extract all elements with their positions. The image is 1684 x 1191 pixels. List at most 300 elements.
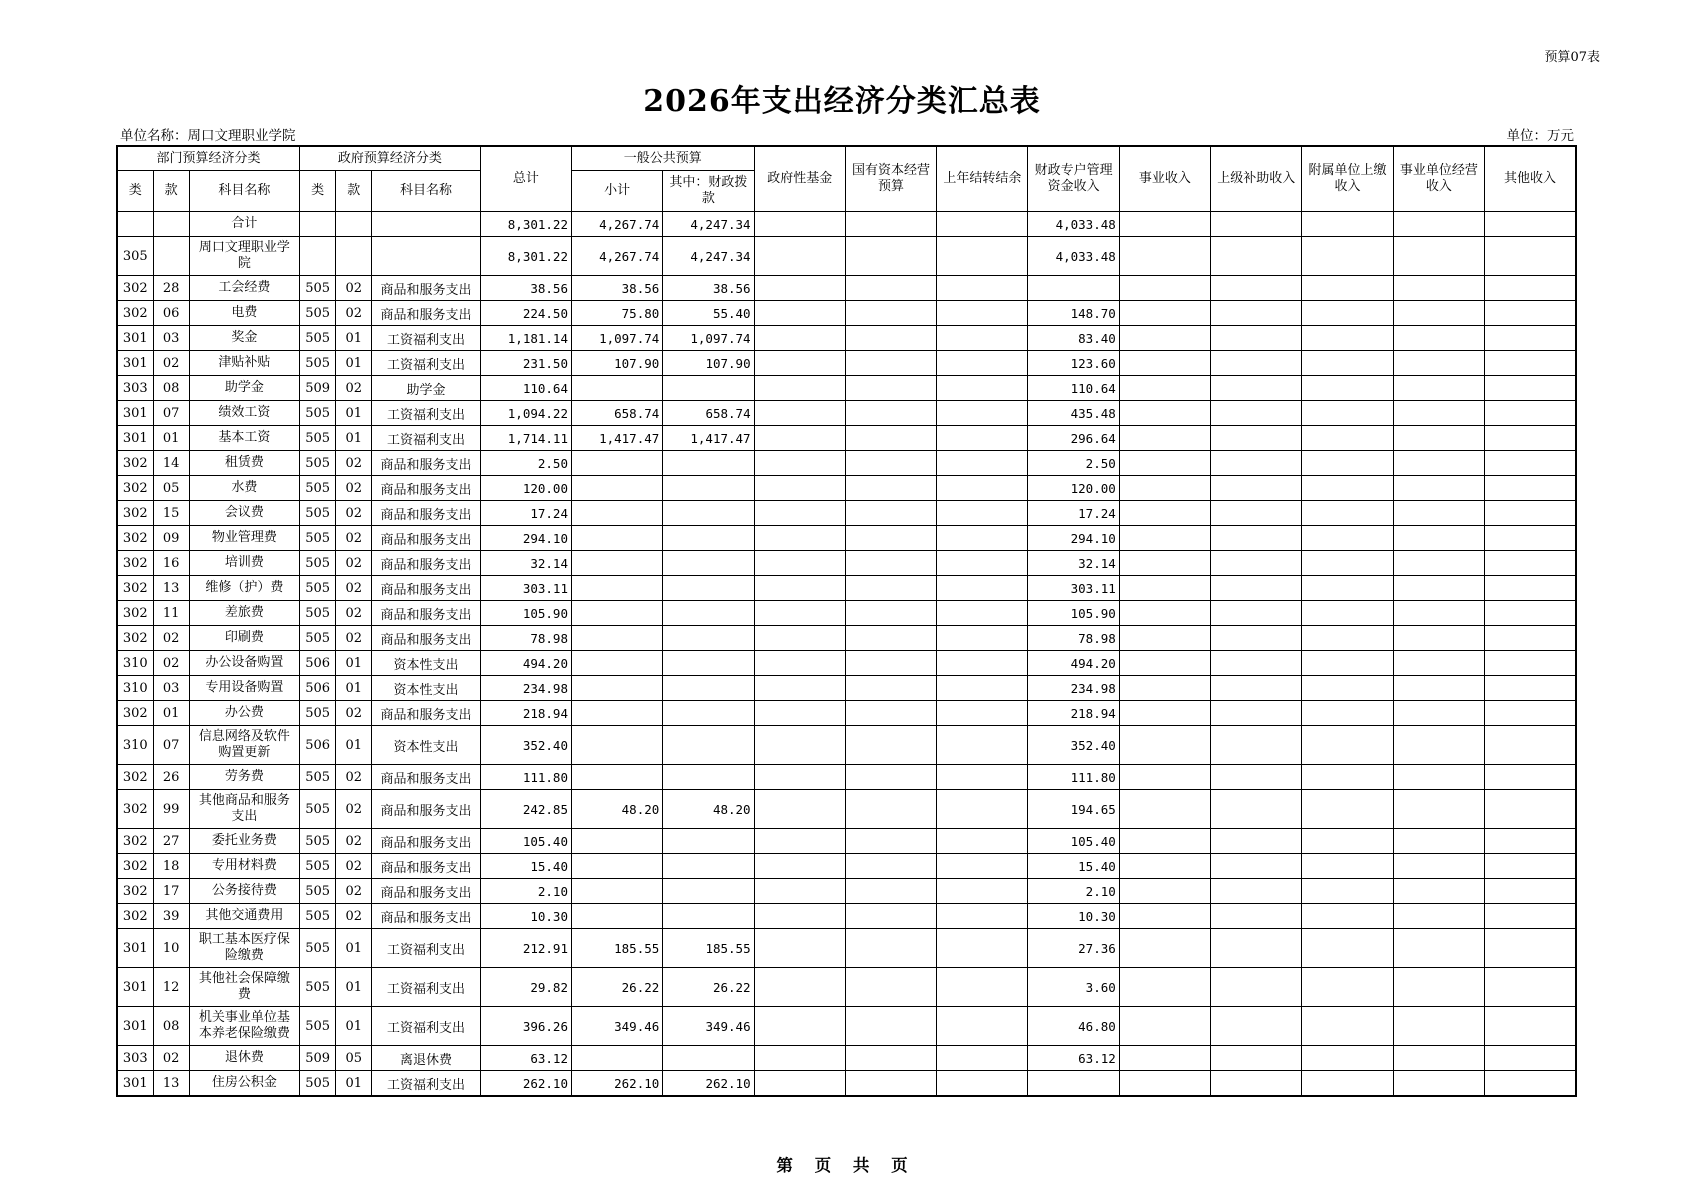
special-account-cell: 2.10 [1028,879,1119,904]
superior-subsidy-cell [1211,276,1302,301]
dept-name-cell: 专用设备购置 [189,676,299,701]
operating-income-cell [1393,790,1484,829]
gov-name-cell: 工资福利支出 [372,968,480,1007]
operating-income-cell [1393,237,1484,276]
special-account-cell: 110.64 [1028,376,1119,401]
gov-kuan-cell: 02 [336,476,372,501]
table-row [117,968,1576,1007]
dept-lei-cell: 302 [117,879,153,904]
dept-name-cell: 专用材料费 [189,854,299,879]
carryover-cell [937,476,1028,501]
affiliate-payment-cell [1302,854,1393,879]
business-income-cell [1119,829,1210,854]
carryover-cell [937,401,1028,426]
gov-fund-cell [754,904,845,929]
gov-kuan-cell: 02 [336,601,372,626]
gov-kuan-header: 款 [336,171,372,212]
dept-lei-cell: 301 [117,326,153,351]
dept-kuan-cell: 12 [153,968,189,1007]
dept-kuan-cell: 14 [153,451,189,476]
other-income-cell [1484,676,1576,701]
dept-name-cell: 劳务费 [189,765,299,790]
total-cell: 63.12 [480,1046,571,1071]
special-account-cell: 78.98 [1028,626,1119,651]
subtotal-cell [571,576,662,601]
table-row [117,726,1576,765]
state-capital-cell [845,626,936,651]
superior-subsidy-cell [1211,929,1302,968]
operating-income-cell [1393,1007,1484,1046]
dept-lei-cell: 302 [117,701,153,726]
superior-subsidy-cell [1211,426,1302,451]
dept-lei-cell: 305 [117,237,153,276]
dept-kuan-cell: 16 [153,551,189,576]
dept-name-cell: 印刷费 [189,626,299,651]
state-capital-cell [845,879,936,904]
fiscal-allocation-cell [663,476,754,501]
gov-lei-cell: 505 [300,351,336,376]
business-income-cell [1119,551,1210,576]
superior-subsidy-cell [1211,968,1302,1007]
business-income-cell [1119,476,1210,501]
gov-lei-header: 类 [300,171,336,212]
operating-income-cell [1393,301,1484,326]
carryover-cell [937,929,1028,968]
table-row [117,426,1576,451]
dept-lei-cell: 301 [117,426,153,451]
dept-kuan-cell: 02 [153,626,189,651]
gov-kuan-cell: 01 [336,929,372,968]
subtotal-header: 小计 [571,171,662,212]
special-account-header: 财政专户管理资金收入 [1028,146,1119,212]
fiscal-allocation-cell: 1,097.74 [663,326,754,351]
gov-lei-cell: 505 [300,426,336,451]
gov-kuan-cell: 02 [336,501,372,526]
gov-group-header: 政府预算经济分类 [300,146,481,171]
gov-lei-cell: 505 [300,701,336,726]
operating-income-cell [1393,401,1484,426]
fiscal-allocation-cell [663,376,754,401]
gov-fund-cell [754,929,845,968]
affiliate-payment-cell [1302,1046,1393,1071]
gov-fund-cell [754,790,845,829]
dept-name-cell: 基本工资 [189,426,299,451]
superior-subsidy-cell [1211,376,1302,401]
table-row [117,854,1576,879]
gov-kuan-cell: 05 [336,1046,372,1071]
total-cell: 494.20 [480,651,571,676]
gov-fund-cell [754,968,845,1007]
dept-kuan-cell: 11 [153,601,189,626]
other-income-cell [1484,726,1576,765]
gov-kuan-cell: 02 [336,451,372,476]
superior-subsidy-cell [1211,790,1302,829]
gov-kuan-cell: 01 [336,726,372,765]
dept-kuan-cell: 28 [153,276,189,301]
gov-lei-cell: 505 [300,968,336,1007]
affiliate-payment-header: 附属单位上缴收入 [1302,146,1393,212]
gov-kuan-cell [336,212,372,237]
dept-kuan-cell: 02 [153,1046,189,1071]
state-capital-cell [845,476,936,501]
gov-kuan-cell: 01 [336,968,372,1007]
business-income-cell [1119,929,1210,968]
gov-fund-cell [754,726,845,765]
subtotal-cell: 38.56 [571,276,662,301]
gov-lei-cell: 505 [300,1007,336,1046]
dept-lei-cell: 302 [117,301,153,326]
fiscal-allocation-cell: 185.55 [663,929,754,968]
table-row [117,276,1576,301]
dept-lei-cell: 301 [117,401,153,426]
subtotal-cell [571,501,662,526]
carryover-cell [937,276,1028,301]
operating-income-cell [1393,929,1484,968]
superior-subsidy-cell [1211,501,1302,526]
fiscal-allocation-cell: 26.22 [663,968,754,1007]
fiscal-allocation-cell [663,576,754,601]
table-row [117,790,1576,829]
dept-kuan-cell: 02 [153,651,189,676]
gov-lei-cell: 509 [300,1046,336,1071]
gov-fund-cell [754,276,845,301]
gov-kuan-cell: 02 [336,576,372,601]
dept-kuan-cell: 27 [153,829,189,854]
subtotal-cell [571,476,662,501]
business-income-cell [1119,701,1210,726]
special-account-cell: 63.12 [1028,1046,1119,1071]
operating-income-cell [1393,501,1484,526]
superior-subsidy-cell [1211,601,1302,626]
total-cell: 120.00 [480,476,571,501]
gov-fund-cell [754,212,845,237]
operating-income-cell [1393,701,1484,726]
state-capital-cell [845,929,936,968]
gov-kuan-cell: 02 [336,526,372,551]
table-row [117,526,1576,551]
other-income-cell [1484,576,1576,601]
page-footer: 第 页 共 页 [776,1156,908,1175]
superior-subsidy-cell [1211,401,1302,426]
other-income-cell [1484,790,1576,829]
business-income-cell [1119,626,1210,651]
state-capital-cell [845,904,936,929]
total-cell: 8,301.22 [480,237,571,276]
gov-kuan-cell: 02 [336,854,372,879]
special-account-cell: 111.80 [1028,765,1119,790]
subtotal-cell: 107.90 [571,351,662,376]
dept-name-cell: 差旅费 [189,601,299,626]
carryover-cell [937,854,1028,879]
other-income-cell [1484,904,1576,929]
superior-subsidy-cell [1211,879,1302,904]
gov-name-cell: 商品和服务支出 [372,790,480,829]
other-income-cell [1484,701,1576,726]
state-capital-cell [845,726,936,765]
gov-name-cell: 工资福利支出 [372,1071,480,1097]
affiliate-payment-cell [1302,829,1393,854]
gov-name-cell: 商品和服务支出 [372,626,480,651]
subtotal-cell: 1,097.74 [571,326,662,351]
dept-group-header: 部门预算经济分类 [117,146,300,171]
business-income-cell [1119,237,1210,276]
dept-name-cell: 电费 [189,301,299,326]
business-income-cell [1119,601,1210,626]
other-income-cell [1484,1007,1576,1046]
dept-kuan-cell: 07 [153,726,189,765]
subtotal-cell: 185.55 [571,929,662,968]
other-income-cell [1484,301,1576,326]
dept-name-cell: 周口文理职业学院 [189,237,299,276]
operating-income-cell [1393,1046,1484,1071]
special-account-cell: 27.36 [1028,929,1119,968]
affiliate-payment-cell [1302,526,1393,551]
gov-lei-cell: 509 [300,376,336,401]
dept-name-cell: 其他商品和服务支出 [189,790,299,829]
gov-fund-cell [754,301,845,326]
affiliate-payment-cell [1302,212,1393,237]
gov-lei-cell: 505 [300,326,336,351]
state-capital-cell [845,501,936,526]
total-cell: 396.26 [480,1007,571,1046]
gov-name-cell: 资本性支出 [372,676,480,701]
state-capital-cell [845,526,936,551]
other-income-header: 其他收入 [1484,146,1576,212]
fiscal-allocation-cell [663,501,754,526]
dept-lei-cell: 301 [117,1007,153,1046]
carryover-cell [937,701,1028,726]
state-capital-cell [845,601,936,626]
dept-lei-header: 类 [117,171,153,212]
state-capital-cell [845,276,936,301]
gov-kuan-cell: 02 [336,376,372,401]
superior-subsidy-cell [1211,765,1302,790]
superior-subsidy-cell [1211,1071,1302,1097]
unit-name: 单位名称：周口文理职业学院 [120,128,296,144]
other-income-cell [1484,501,1576,526]
operating-income-cell [1393,1071,1484,1097]
table-row [117,829,1576,854]
dept-kuan-cell: 02 [153,351,189,376]
other-income-cell [1484,212,1576,237]
fiscal-allocation-cell [663,526,754,551]
table-row [117,879,1576,904]
operating-income-cell [1393,904,1484,929]
fiscal-allocation-cell: 4,247.34 [663,212,754,237]
operating-income-cell [1393,676,1484,701]
total-cell: 1,094.22 [480,401,571,426]
fiscal-allocation-cell: 55.40 [663,301,754,326]
state-capital-cell [845,426,936,451]
table-row [117,576,1576,601]
business-income-cell [1119,651,1210,676]
gov-kuan-cell: 02 [336,904,372,929]
business-income-cell [1119,765,1210,790]
table-row [117,701,1576,726]
affiliate-payment-cell [1302,601,1393,626]
gov-lei-cell: 506 [300,726,336,765]
state-capital-cell [845,1071,936,1097]
gov-lei-cell: 505 [300,601,336,626]
dept-lei-cell: 302 [117,276,153,301]
superior-subsidy-cell [1211,451,1302,476]
special-account-cell: 4,033.48 [1028,212,1119,237]
gov-name-cell [372,212,480,237]
subtotal-cell: 75.80 [571,301,662,326]
total-cell: 303.11 [480,576,571,601]
gov-fund-cell [754,326,845,351]
operating-income-header: 事业单位经营收入 [1393,146,1484,212]
total-cell: 8,301.22 [480,212,571,237]
dept-kuan-cell: 03 [153,676,189,701]
superior-subsidy-cell [1211,576,1302,601]
gov-kuan-cell: 01 [336,351,372,376]
total-cell: 242.85 [480,790,571,829]
special-account-cell: 294.10 [1028,526,1119,551]
subtotal-cell [571,676,662,701]
gov-lei-cell: 506 [300,676,336,701]
subtotal-cell [571,765,662,790]
gov-name-cell: 商品和服务支出 [372,879,480,904]
gov-fund-cell [754,651,845,676]
table-row [117,376,1576,401]
operating-income-cell [1393,601,1484,626]
superior-subsidy-cell [1211,326,1302,351]
gov-name-header: 科目名称 [372,171,480,212]
business-income-cell [1119,1071,1210,1097]
state-capital-cell [845,451,936,476]
carryover-cell [937,829,1028,854]
total-cell: 29.82 [480,968,571,1007]
dept-lei-cell: 302 [117,904,153,929]
operating-income-cell [1393,326,1484,351]
dept-kuan-cell: 17 [153,879,189,904]
state-capital-cell [845,576,936,601]
operating-income-cell [1393,551,1484,576]
dept-lei-cell: 302 [117,551,153,576]
other-income-cell [1484,854,1576,879]
state-capital-cell [845,1046,936,1071]
dept-name-cell: 办公费 [189,701,299,726]
fiscal-allocation-cell: 4,247.34 [663,237,754,276]
gov-kuan-cell: 02 [336,701,372,726]
dept-lei-cell: 302 [117,829,153,854]
gov-name-cell: 助学金 [372,376,480,401]
superior-subsidy-cell [1211,301,1302,326]
superior-subsidy-cell [1211,212,1302,237]
dept-lei-cell: 302 [117,576,153,601]
carryover-cell [937,237,1028,276]
operating-income-cell [1393,276,1484,301]
business-income-cell [1119,879,1210,904]
gov-kuan-cell: 01 [336,401,372,426]
gov-kuan-cell: 02 [336,626,372,651]
special-account-cell [1028,276,1119,301]
gov-name-cell: 商品和服务支出 [372,601,480,626]
total-cell: 1,714.11 [480,426,571,451]
affiliate-payment-cell [1302,576,1393,601]
table-row [117,476,1576,501]
gov-lei-cell: 506 [300,651,336,676]
gov-fund-cell [754,401,845,426]
affiliate-payment-cell [1302,401,1393,426]
unit-label: 单位：万元 [1506,128,1574,144]
operating-income-cell [1393,212,1484,237]
dept-kuan-cell: 10 [153,929,189,968]
affiliate-payment-cell [1302,626,1393,651]
superior-subsidy-cell [1211,476,1302,501]
page-title: 2026年支出经济分类汇总表 [643,84,1041,119]
carryover-cell [937,576,1028,601]
gov-name-cell: 工资福利支出 [372,401,480,426]
other-income-cell [1484,326,1576,351]
dept-name-cell: 物业管理费 [189,526,299,551]
gov-name-cell: 资本性支出 [372,726,480,765]
table-row [117,676,1576,701]
gov-kuan-cell: 01 [336,676,372,701]
gov-name-cell: 工资福利支出 [372,326,480,351]
affiliate-payment-cell [1302,1007,1393,1046]
gov-lei-cell [300,237,336,276]
fiscal-allocation-cell: 1,417.47 [663,426,754,451]
gov-fund-cell [754,551,845,576]
carryover-cell [937,551,1028,576]
total-cell: 212.91 [480,929,571,968]
special-account-cell: 303.11 [1028,576,1119,601]
gov-name-cell: 商品和服务支出 [372,451,480,476]
table-row [117,351,1576,376]
dept-lei-cell: 302 [117,626,153,651]
operating-income-cell [1393,726,1484,765]
superior-subsidy-cell [1211,1046,1302,1071]
carryover-cell [937,426,1028,451]
gov-lei-cell: 505 [300,551,336,576]
state-capital-cell [845,212,936,237]
gov-lei-cell: 505 [300,790,336,829]
carryover-cell [937,626,1028,651]
affiliate-payment-cell [1302,551,1393,576]
subtotal-cell: 1,417.47 [571,426,662,451]
gov-name-cell: 工资福利支出 [372,929,480,968]
dept-name-cell: 办公设备购置 [189,651,299,676]
other-income-cell [1484,451,1576,476]
table-row [117,451,1576,476]
table-row [117,904,1576,929]
total-cell: 231.50 [480,351,571,376]
superior-subsidy-cell [1211,626,1302,651]
fiscal-allocation-cell [663,904,754,929]
gov-fund-cell [754,879,845,904]
affiliate-payment-cell [1302,476,1393,501]
state-capital-cell [845,237,936,276]
total-cell: 352.40 [480,726,571,765]
carryover-cell [937,212,1028,237]
total-cell: 2.10 [480,879,571,904]
gov-kuan-cell: 01 [336,426,372,451]
special-account-cell: 494.20 [1028,651,1119,676]
total-cell: 2.50 [480,451,571,476]
state-capital-cell [845,651,936,676]
gov-fund-cell [754,526,845,551]
gov-kuan-cell: 02 [336,301,372,326]
business-income-cell [1119,1007,1210,1046]
business-income-cell [1119,326,1210,351]
superior-subsidy-cell [1211,854,1302,879]
other-income-cell [1484,626,1576,651]
other-income-cell [1484,351,1576,376]
fiscal-allocation-cell: 38.56 [663,276,754,301]
dept-name-cell: 机关事业单位基本养老保险缴费 [189,1007,299,1046]
